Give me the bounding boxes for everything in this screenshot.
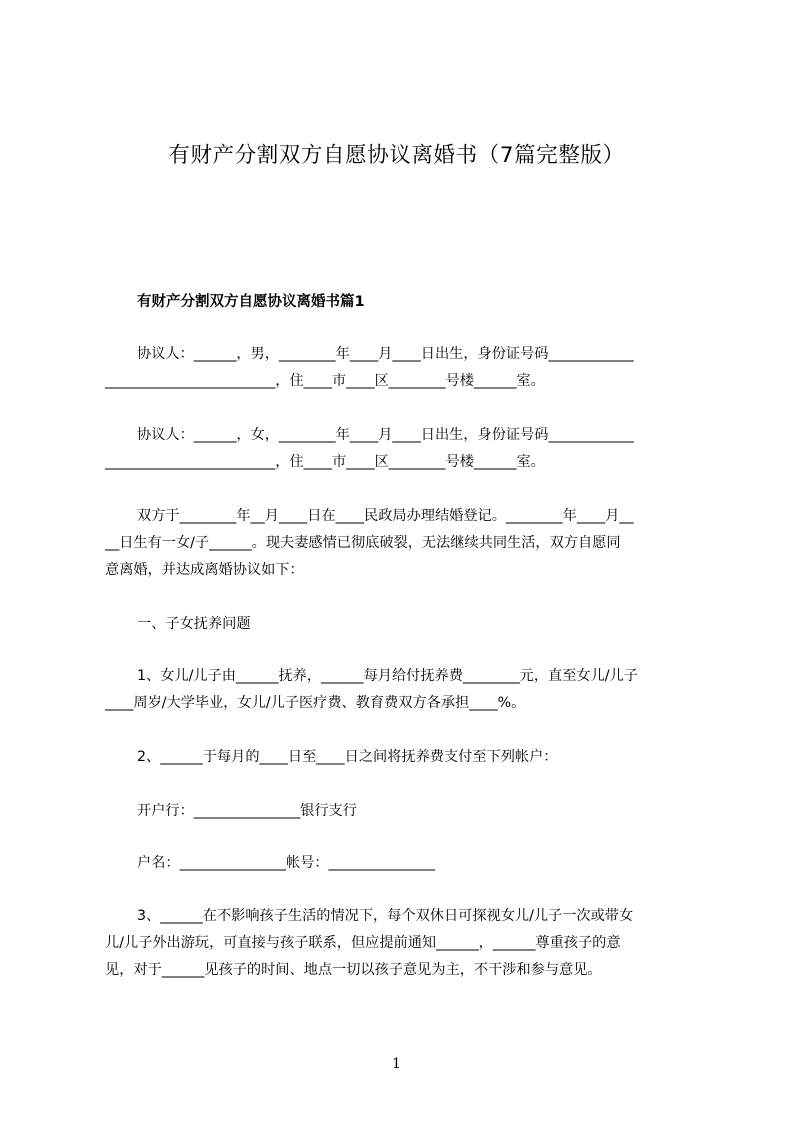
page-number: 1	[392, 1056, 401, 1072]
marriage-line3: 意离婚，并达成离婚协议如下：	[105, 562, 304, 578]
party2-line2: ________________________，住____市____区________号楼______室。	[105, 454, 545, 470]
item1-line2: ____周岁/大学毕业，女儿/儿子医疗费、教育费双方各承担____%。	[105, 695, 526, 711]
bank-line: 开户行：_______________银行支行	[137, 803, 357, 819]
account-line: 户名：_______________帐号：_______________	[137, 855, 435, 871]
item3-line2: 儿/儿子外出游玩，可直接与孩子联系，但应提前通知______，______尊重孩子的意	[105, 935, 621, 951]
section-heading: 有财产分割双方自愿协议离婚书篇1	[137, 294, 365, 310]
item1-line1: 1、女儿/儿子由______抚养，______每月给付抚养费________元，直至女儿/儿子	[137, 668, 638, 684]
document-title: 有财产分割双方自愿协议离婚书（7篇完整版）	[168, 143, 625, 168]
section-one-heading: 一、子女抚养问题	[137, 616, 251, 632]
marriage-line2: __日生有一女/子______。现夫妻感情已彻底破裂，无法继续共同生活，双方自愿同	[105, 535, 621, 551]
party2-line1: 协议人：______，女，________年____月____日出生，身份证号码____________	[137, 427, 634, 443]
marriage-line1: 双方于________年__月____日在____民政局办理结婚登记。________年____月__	[137, 508, 634, 524]
item3-line1: 3、______在不影响孩子生活的情况下，每个双休日可探视女儿/儿子一次或带女	[137, 908, 634, 924]
item2-text: 2、______于每月的____日至____日之间将抚养费支付至下列帐户：	[137, 749, 558, 765]
item3-line3: 见，对于______见孩子的时间、地点一切以孩子意见为主，不干涉和参与意见。	[105, 962, 602, 978]
party1-line2: ________________________，住____市____区________号楼______室。	[105, 373, 545, 389]
party1-line1: 协议人：______，男，________年____月____日出生，身份证号码____________	[137, 346, 634, 362]
